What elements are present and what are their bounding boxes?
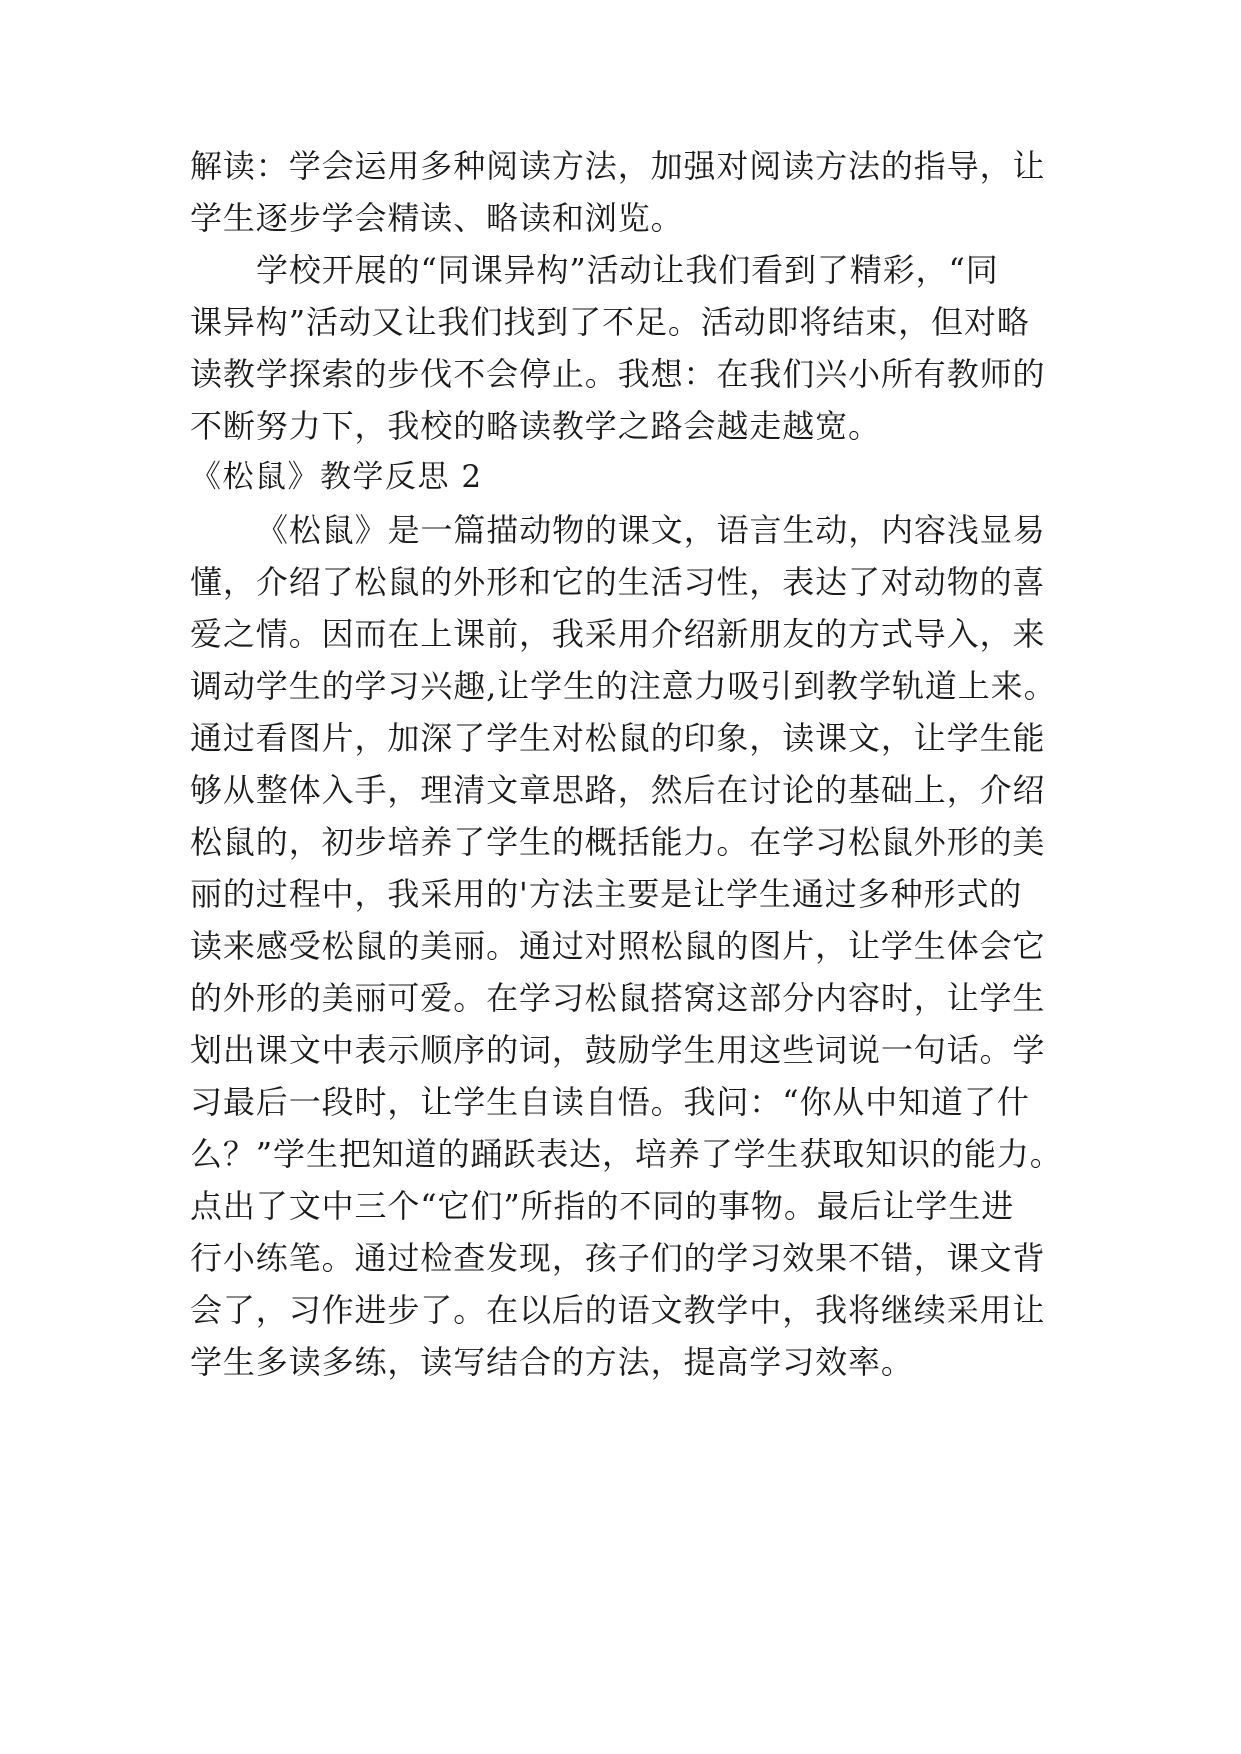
text-line: 通过看图片，加深了学生对松鼠的印象，读课文，让学生能	[190, 719, 1046, 757]
text-line: 点出了文中三个“它们”所指的不同的事物。最后让学生进	[190, 1187, 1015, 1225]
text-line: 习最后一段时，让学生自读自悟。我问：“你从中知道了什	[190, 1083, 1030, 1121]
text-line: 课异构”活动又让我们找到了不足。活动即将结束，但对略	[190, 303, 1030, 341]
text-line: 的外形的美丽可爱。在学习松鼠搭窝这部分内容时，让学生	[190, 979, 1046, 1017]
text-line: 读来感受松鼠的美丽。通过对照松鼠的图片，让学生体会它	[190, 927, 1046, 965]
text-line: 行小练笔。通过检查发现，孩子们的学习效果不错，课文背	[190, 1239, 1046, 1277]
text-line: 读教学探索的步伐不会停止。我想：在我们兴小所有教师的	[190, 355, 1046, 393]
text-line: 爱之情。因而在上课前，我采用介绍新朋友的方式导入，来	[190, 615, 1046, 653]
paragraph-first-line: 学校开展的“同课异构”活动让我们看到了精彩，“同	[256, 251, 999, 289]
text-line: 学生逐步学会精读、略读和浏览。	[190, 199, 684, 237]
text-line: 调动学生的学习兴趣,让学生的注意力吸引到教学轨道上来。	[190, 667, 1057, 705]
text-line: 丽的过程中，我采用的'方法主要是让学生通过多种形式的	[190, 875, 1023, 913]
text-line: 松鼠的，初步培养了学生的概括能力。在学习松鼠外形的美	[190, 823, 1046, 861]
text-line: 懂，介绍了松鼠的外形和它的生活习性，表达了对动物的喜	[190, 563, 1046, 601]
text-line: 不断努力下，我校的略读教学之路会越走越宽。	[190, 407, 881, 445]
text-line: 划出课文中表示顺序的词，鼓励学生用这些词说一句话。学	[190, 1031, 1046, 1069]
text-line: 解读：学会运用多种阅读方法，加强对阅读方法的指导，让	[190, 147, 1046, 185]
text-line: 么？”学生把知道的踊跃表达，培养了学生获取知识的能力。	[190, 1135, 1063, 1173]
text-line: 会了，习作进步了。在以后的语文教学中，我将继续采用让	[190, 1291, 1046, 1329]
text-line: 学生多读多练，读写结合的方法，提高学习效率。	[190, 1343, 914, 1381]
section-heading: 《松鼠》教学反思 2	[190, 459, 483, 495]
text-line: 够从整体入手，理清文章思路，然后在讨论的基础上，介绍	[190, 771, 1046, 809]
paragraph-first-line: 《松鼠》是一篇描动物的课文，语言生动，内容浅显易	[256, 511, 1046, 549]
